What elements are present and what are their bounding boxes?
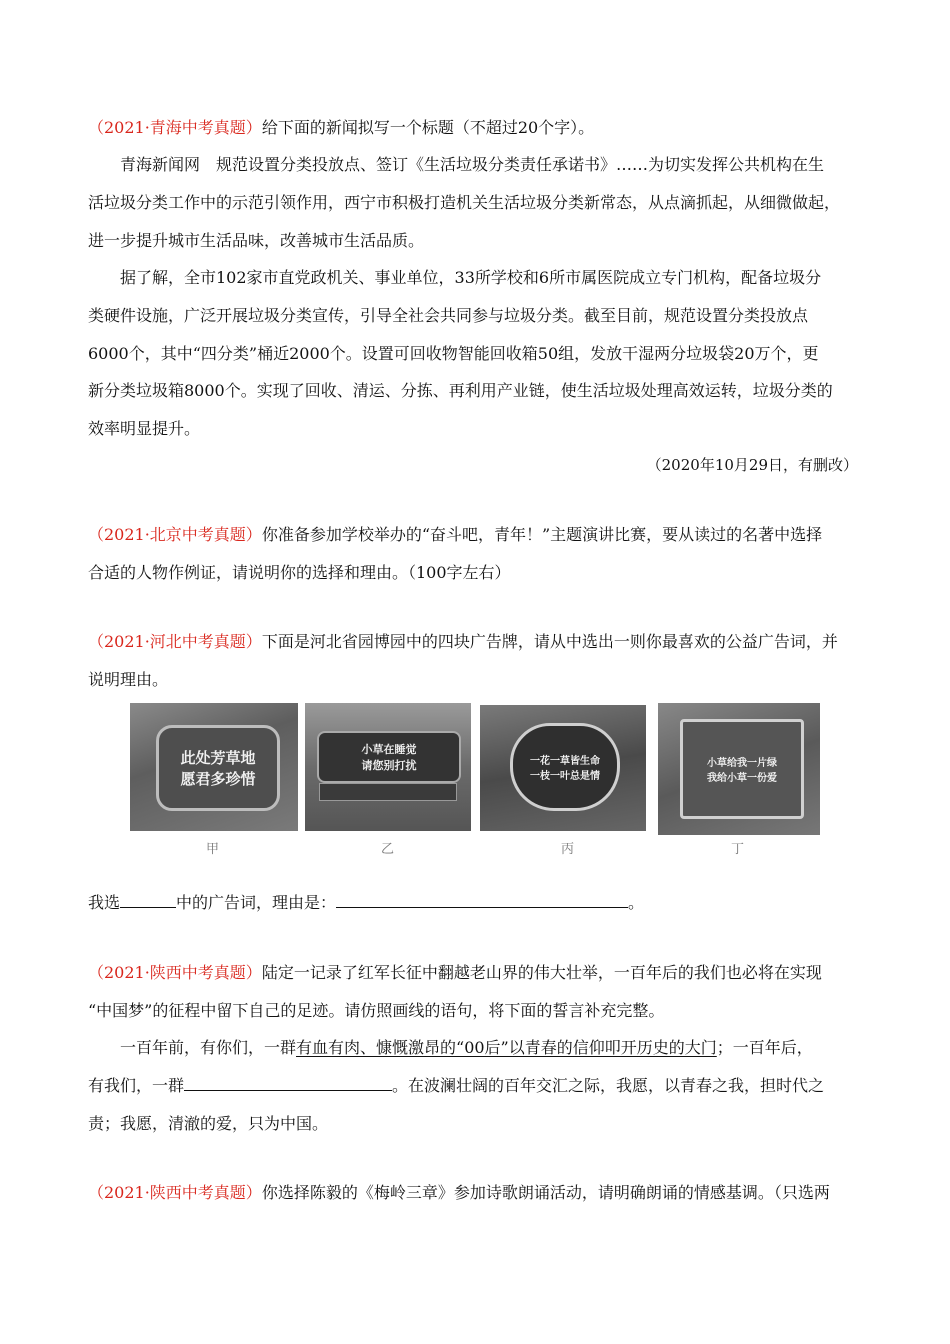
q5-text: 你选择陈毅的《梅岭三章》参加诗歌朗诵活动，请明确朗诵的情感基调。（只选两 (261, 1183, 830, 1202)
q2-source-tag: （2021·北京中考真题） (88, 525, 262, 544)
q4-pledge-line (88, 1076, 824, 1096)
q4-line (88, 963, 822, 983)
choice-blank[interactable] (120, 893, 176, 908)
q3-answer-end: 。 (628, 893, 645, 912)
sign-yi-line2: 请您别打扰 (361, 759, 417, 772)
q3-answer-prefix: 我选 (88, 893, 121, 912)
sign-ding-line2: 我给小草一份爱 (707, 773, 777, 784)
q4-pledge-we: 有我们，一群 (88, 1076, 185, 1095)
sign-yi-icon-strip (319, 783, 457, 801)
q3-line (88, 632, 838, 652)
q3-line: 说明理由。 (88, 670, 169, 689)
sign-bing-line1: 一花一草皆生命 (530, 756, 600, 767)
q5-source-tag: （2021·陕西中考真题） (88, 1183, 262, 1202)
sign-ding-line1: 小草给我一片绿 (707, 758, 777, 769)
sign-caption-ding: 丁 (731, 842, 745, 857)
q1-source-tag: （2021·青海中考真题） (88, 118, 262, 137)
q1-prompt: 给下面的新闻拟写一个标题（不超过20个字）。 (261, 118, 595, 137)
sign-jia-line2: 愿君多珍惜 (180, 770, 256, 788)
sign-photo-bing (480, 705, 646, 831)
q3-answer-line (88, 893, 644, 913)
q1-news-line: 据了解，全市102家市直党政机关、事业单位，33所学校和6所市属医院成立专门机构，配备垃圾分 (120, 268, 822, 287)
q3-answer-mid: 中的广告词，理由是： (176, 893, 337, 912)
sign-bing-line2: 一枝一叶总是情 (530, 771, 600, 782)
sign-photo-ding (658, 703, 820, 835)
sign-yi-line1: 小草在睡觉 (361, 743, 417, 756)
q3-text: 下面是河北省园博园中的四块广告牌，请从中选出一则你最喜欢的公益广告词，并 (261, 632, 838, 651)
q4-line: “中国梦”的征程中留下自己的足迹。请仿照画线的语句，将下面的誓言补充完整。 (88, 1001, 665, 1020)
q4-pledge-line: 责；我愿，清澈的爱，只为中国。 (88, 1114, 329, 1133)
q1-news-line: 6000个，其中“四分类”桶近2000个。设置可回收物智能回收箱50组，发放干湿两分垃圾袋20万个，更 (88, 344, 819, 363)
q2-line: 合适的人物作例证，请说明你的选择和理由。（100字左右） (88, 563, 511, 582)
q1-news-line: 青海新闻网 规范设置分类投放点、签订《生活垃圾分类责任承诺书》……为切实发挥公共机构在生 (120, 155, 825, 174)
sign-board-bing (510, 723, 620, 811)
sign-board-yi (317, 731, 461, 783)
q4-underlined-sentence: 有血有肉、慷慨激昂的“00后”以青春的信仰叩开历史的大门 (296, 1038, 717, 1057)
sign-caption-bing: 丙 (561, 842, 575, 857)
q4-pledge-rest: 。在波澜壮阔的百年交汇之际，我愿，以青春之我，担时代之 (392, 1076, 825, 1095)
reason-blank[interactable] (336, 893, 628, 908)
q1-news-line: 新分类垃圾箱8000个。实现了回收、清运、分拣、再利用产业链，使生活垃圾处理高效运转，垃圾分类的 (88, 381, 833, 400)
q4-text: 陆定一记录了红军长征中翻越老山界的伟大壮举，一百年后的我们也必将在实现 (261, 963, 822, 982)
q1-news-line: 进一步提升城市生活品味，改善城市生活品质。 (88, 231, 425, 250)
sign-jia-line1: 此处芳草地 (180, 749, 256, 767)
q2-text: 你准备参加学校举办的“奋斗吧，青年！”主题演讲比赛，要从读过的名著中选择 (261, 525, 823, 544)
sign-caption-yi: 乙 (381, 842, 395, 857)
q4-source-tag: （2021·陕西中考真题） (88, 963, 262, 982)
sign-board-ding (680, 719, 804, 819)
sign-caption-jia: 甲 (206, 842, 220, 857)
q1-news-line: 效率明显提升。 (88, 419, 201, 438)
q4-pledge-line (120, 1038, 813, 1058)
sign-photo-jia (130, 703, 298, 831)
q5-line (88, 1183, 830, 1203)
pledge-blank[interactable] (184, 1076, 392, 1091)
q2-line (88, 525, 822, 545)
q4-pledge-start: 一百年前，有你们，一群 (120, 1038, 297, 1057)
q3-source-tag: （2021·河北中考真题） (88, 632, 262, 651)
q1-news-line: 类硬件设施，广泛开展垃圾分类宣传，引导全社会共同参与垃圾分类。截至目前，规范设置分类投放点 (88, 306, 809, 325)
signboard-photos (130, 703, 822, 863)
sign-board-jia (156, 725, 280, 811)
q1-news-line: 活垃圾分类工作中的示范引领作用，西宁市积极打造机关生活垃圾分类新常态，从点滴抓起，从细微做起， (88, 193, 841, 212)
q1-prompt-line (88, 118, 594, 138)
q4-pledge-cont: ；一百年后， (716, 1038, 813, 1057)
q1-source-date: （2020年10月29日，有删改） (646, 456, 858, 474)
sign-photo-yi (305, 703, 471, 831)
